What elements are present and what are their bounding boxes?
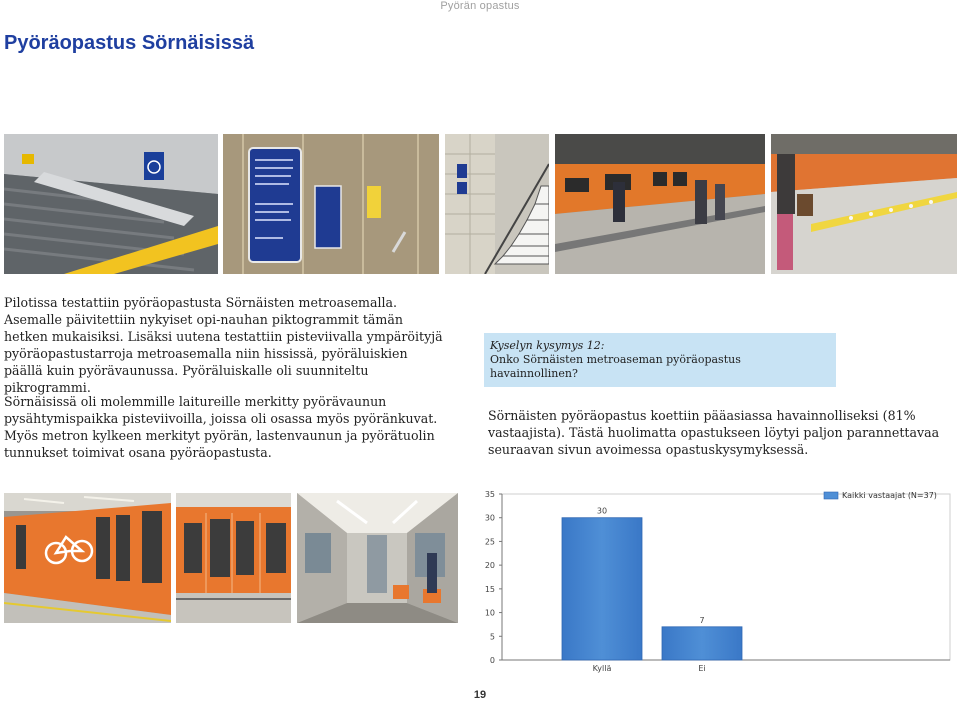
intro-paragraph: Pilotissa testattiin pyöräopastusta Sörnäisten metroasemalla. Asemalle päivitettiin nykyiset opi-nauhan piktogrammit tämän hetken mukaisiksi. Lisäksi uutena testattiin pisteviivalla ympäröityjä pyöräopastustarroja metroasemalla niin hississä, pyöräluiskien päällä kuin pyörävaunussa. Pyöräluiskalle oli suunniteltu pikrogrammi. — [4, 295, 443, 395]
chart-x-tick-label: Ei — [698, 664, 706, 673]
chart-y-tick-label: 30 — [484, 513, 495, 523]
chart-y-tick-label: 0 — [489, 656, 495, 665]
chart-bar-kyllä — [562, 518, 642, 660]
chart-legend-swatch — [824, 492, 838, 499]
metro-platform-photo — [555, 134, 765, 274]
page-title: Pyöräopastus Sörnäisissä — [4, 32, 255, 54]
escalator-photo — [4, 134, 218, 274]
stairs-ramp-photo — [445, 134, 549, 274]
page-number: 19 — [473, 689, 487, 701]
result-paragraph: Sörnäisten pyöräopastus koettiin pääasiassa havainnolliseksi (81% vastaajista). Tästä huolimatta opastukseen löytyi paljon parannettavaa seuraavan sivun avoimessa opastuskysymyksessä. — [488, 408, 940, 457]
running-head: Pyörän opastus — [440, 0, 520, 12]
survey-bar-chart — [480, 484, 956, 676]
survey-question-box — [484, 333, 836, 387]
chart-y-tick-label: 35 — [484, 490, 495, 499]
metro-interior-photo — [297, 493, 458, 623]
elevator-signs-photo — [223, 134, 439, 274]
chart-bar-ei — [662, 627, 742, 660]
survey-question-text: Onko Sörnäisten metroaseman pyöräopastus havainnollinen? — [490, 353, 741, 380]
chart-x-tick-label: Kyllä — [592, 664, 612, 673]
chart-data-label: 30 — [596, 506, 608, 516]
chart-data-label: 7 — [699, 615, 705, 625]
chart-y-tick-label: 25 — [484, 537, 495, 547]
survey-question-label: Kyselyn kysymys 12: — [490, 339, 605, 352]
platform-paragraph: Sörnäisissä oli molemmille laitureille merkitty pyörävaunun pysähtymispaikka pisteviivoilla, joissa oli osassa myös pyöränkuvat. Myös metron kylkeen merkityt pyörän, lastenvaunun ja pyörätuolin tunnukset toimivat osana pyöräopastusta. — [4, 394, 438, 460]
chart-y-tick-label: 5 — [489, 632, 495, 642]
chart-y-tick-label: 20 — [484, 561, 495, 571]
metro-train-doors-photo — [176, 493, 291, 623]
platform-edge-photo — [771, 134, 957, 274]
metro-train-bike-symbol-photo — [4, 493, 171, 623]
chart-y-tick-label: 15 — [484, 584, 495, 594]
chart-legend-label: Kaikki vastaajat (N=37) — [842, 491, 937, 500]
chart-y-tick-label: 10 — [484, 608, 495, 618]
